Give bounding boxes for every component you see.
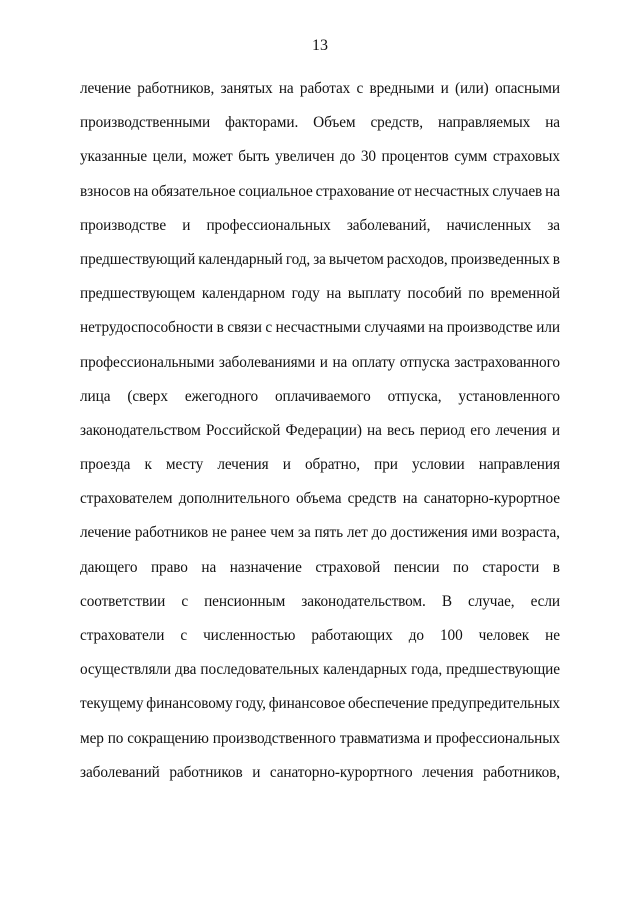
word: предшествующем (80, 285, 196, 303)
word: на (428, 319, 444, 337)
word: работников, (137, 80, 215, 97)
word: нетрудоспособности (80, 319, 214, 337)
word: установленного (458, 387, 560, 405)
word: увеличен (275, 148, 335, 166)
word: расходов, (386, 250, 448, 268)
word: работников, (482, 763, 560, 781)
word: В (441, 592, 452, 610)
word: на (133, 182, 149, 200)
word: производстве (446, 319, 533, 337)
word: Объем (313, 114, 356, 132)
word: на (367, 421, 382, 439)
text-line (80, 551, 560, 585)
word: назначение (229, 558, 302, 576)
word: застрахованного (454, 353, 560, 371)
word: страховых (492, 148, 560, 166)
word: профессиональными (80, 353, 215, 371)
word: на (402, 490, 418, 508)
word: на (201, 558, 217, 576)
word: работах (299, 80, 351, 97)
word: законодательством. (301, 592, 426, 610)
word: финансовому (146, 695, 233, 713)
word: взносов (80, 182, 131, 200)
word: за (547, 216, 560, 234)
text-line (80, 619, 560, 653)
word: (или) (454, 80, 489, 97)
word: санаторно-курортное (423, 490, 560, 508)
text-line (80, 72, 560, 106)
word: и (319, 353, 328, 371)
word: факторами. (225, 114, 299, 132)
word: последовательных (200, 661, 320, 679)
word: весь (387, 421, 415, 439)
word: не (212, 524, 227, 542)
word: возраста, (501, 524, 560, 542)
word: лечения (422, 763, 474, 781)
word: по (468, 285, 484, 303)
word: за (313, 250, 326, 268)
word: несчастными (275, 319, 361, 337)
word: лица (80, 387, 111, 405)
word: вычетом (328, 250, 384, 268)
word: финансовое (268, 695, 346, 713)
word: средств, (370, 114, 423, 132)
word: пять (314, 524, 344, 542)
word: выплату (347, 285, 401, 303)
text-line (80, 722, 560, 756)
word: право (150, 558, 188, 576)
word: ими (471, 524, 498, 542)
word: в (552, 250, 560, 268)
word: и (423, 729, 432, 747)
word: опасными (494, 80, 560, 97)
word: году, (235, 695, 266, 713)
word: средств (347, 490, 397, 508)
text-line (80, 346, 560, 380)
word: обратно, (304, 456, 360, 474)
word: профессиональных (206, 216, 331, 234)
word: предупредительных (431, 695, 560, 713)
word: на (326, 285, 342, 303)
word: дающего (80, 558, 138, 576)
word: работников (134, 524, 209, 542)
word: направляемых (437, 114, 531, 132)
word: профессиональных (435, 729, 560, 747)
word: месту (165, 456, 204, 474)
word: с (180, 627, 188, 644)
text-line (80, 106, 560, 140)
word: лечения (495, 421, 547, 439)
word: к (144, 456, 152, 474)
text-line (80, 243, 560, 277)
word: ежегодного (184, 387, 259, 405)
word: временной (490, 285, 560, 303)
word: произведенных (450, 250, 550, 268)
word: год, (285, 250, 311, 268)
word: социальное (238, 182, 313, 200)
word: связи (227, 319, 262, 337)
text-line (80, 175, 560, 209)
word: отпуска, (387, 387, 442, 405)
word: (сверх (127, 387, 168, 405)
word: по (453, 558, 469, 576)
word: период (419, 421, 466, 439)
word: численностью (203, 627, 296, 644)
word: проезда (80, 456, 131, 474)
word: по (107, 729, 124, 747)
word: производстве (80, 216, 167, 234)
word: пенсии (393, 558, 440, 576)
word: случаями (364, 319, 425, 337)
word: законодательством (80, 421, 201, 439)
word: Российской (205, 421, 281, 439)
word: страховой (315, 558, 381, 576)
word: лет (346, 524, 368, 542)
body-text (80, 72, 560, 790)
word: с (265, 319, 273, 337)
text-line (80, 209, 560, 243)
word: до (408, 627, 424, 644)
word: сокращению (127, 729, 209, 747)
text-line (80, 482, 560, 516)
word: предшествующие (446, 661, 560, 679)
word: на (545, 182, 560, 200)
word: текущему (80, 695, 144, 713)
word: дополнительного (178, 490, 290, 508)
word: оплачиваемого (275, 387, 371, 405)
word: на (545, 114, 560, 132)
word: его (470, 421, 491, 439)
word: с (181, 592, 189, 610)
word: и (282, 456, 291, 474)
word: может (192, 148, 233, 166)
word: при (374, 456, 398, 474)
word: мер (80, 729, 104, 747)
text-line (80, 756, 560, 790)
word: на (332, 353, 348, 371)
word: лечение (80, 80, 131, 97)
word: цели, (152, 148, 187, 166)
word: до (340, 148, 356, 166)
word: осуществляли (80, 661, 171, 679)
text-line (80, 380, 560, 414)
word: страхователи (80, 627, 165, 644)
word: и (182, 216, 191, 234)
word: заболеваний, (346, 216, 431, 234)
word: травматизма (339, 729, 420, 747)
word: и (440, 80, 449, 97)
word: пособий (407, 285, 462, 303)
word: году (291, 285, 320, 303)
word: на (278, 80, 294, 97)
word: объема (295, 490, 342, 508)
text-line (80, 277, 560, 311)
word: заболеваниями (218, 353, 316, 371)
word: в (552, 558, 560, 576)
word: чем (270, 524, 295, 542)
word: санаторно-курортного (269, 763, 413, 781)
text-line (80, 687, 560, 721)
word: производственными (80, 114, 211, 132)
word: условии (412, 456, 465, 474)
word: сумм (454, 148, 488, 166)
text-line (80, 311, 560, 345)
word: достижения (390, 524, 468, 542)
word: направления (478, 456, 560, 474)
word: или (536, 319, 560, 337)
word: соответствии (80, 592, 166, 610)
word: заболеваний (80, 763, 160, 781)
word: начисленных (446, 216, 532, 234)
text-line (80, 516, 560, 550)
word: ранее (230, 524, 267, 542)
word: года, (411, 661, 443, 679)
word: календарный (198, 250, 283, 268)
word: от (397, 182, 412, 200)
word: с (356, 80, 364, 97)
word: лечения (217, 456, 269, 474)
word: старости (482, 558, 540, 576)
text-line (80, 585, 560, 619)
word: не (545, 627, 560, 644)
text-line (80, 448, 560, 482)
word: отпуска (399, 353, 450, 371)
word: календарном (201, 285, 285, 303)
word: предшествующий (80, 250, 196, 268)
word: и (252, 763, 261, 781)
word: за (298, 524, 311, 542)
word: обеспечение (348, 695, 429, 713)
word: 100 (439, 627, 463, 644)
word: 30 (360, 148, 376, 166)
word: вредными (369, 80, 435, 97)
word: в (216, 319, 224, 337)
word: случаев (492, 182, 543, 200)
word: обязательное (151, 182, 236, 200)
word: человек (478, 627, 530, 644)
word: оплату (351, 353, 396, 371)
text-line (80, 653, 560, 687)
word: лечение (80, 524, 131, 542)
word: Федерации) (285, 421, 362, 439)
word: работников (169, 763, 243, 781)
word: страхователем (80, 490, 173, 508)
word: случае, (468, 592, 515, 610)
word: несчастных (414, 182, 490, 200)
word: занятых (220, 80, 273, 97)
word: процентов (381, 148, 449, 166)
word: производственного (212, 729, 336, 747)
word: два (175, 661, 197, 679)
word: пенсионным (204, 592, 286, 610)
word: быть (238, 148, 270, 166)
word: работающих (311, 627, 393, 644)
page-number: 13 (312, 37, 328, 54)
word: и (551, 421, 560, 439)
text-line (80, 414, 560, 448)
word: страхование (315, 182, 395, 200)
word: календарных (323, 661, 408, 679)
word: если (530, 592, 560, 610)
text-line (80, 140, 560, 174)
word: указанные (80, 148, 148, 166)
word: до (371, 524, 387, 542)
